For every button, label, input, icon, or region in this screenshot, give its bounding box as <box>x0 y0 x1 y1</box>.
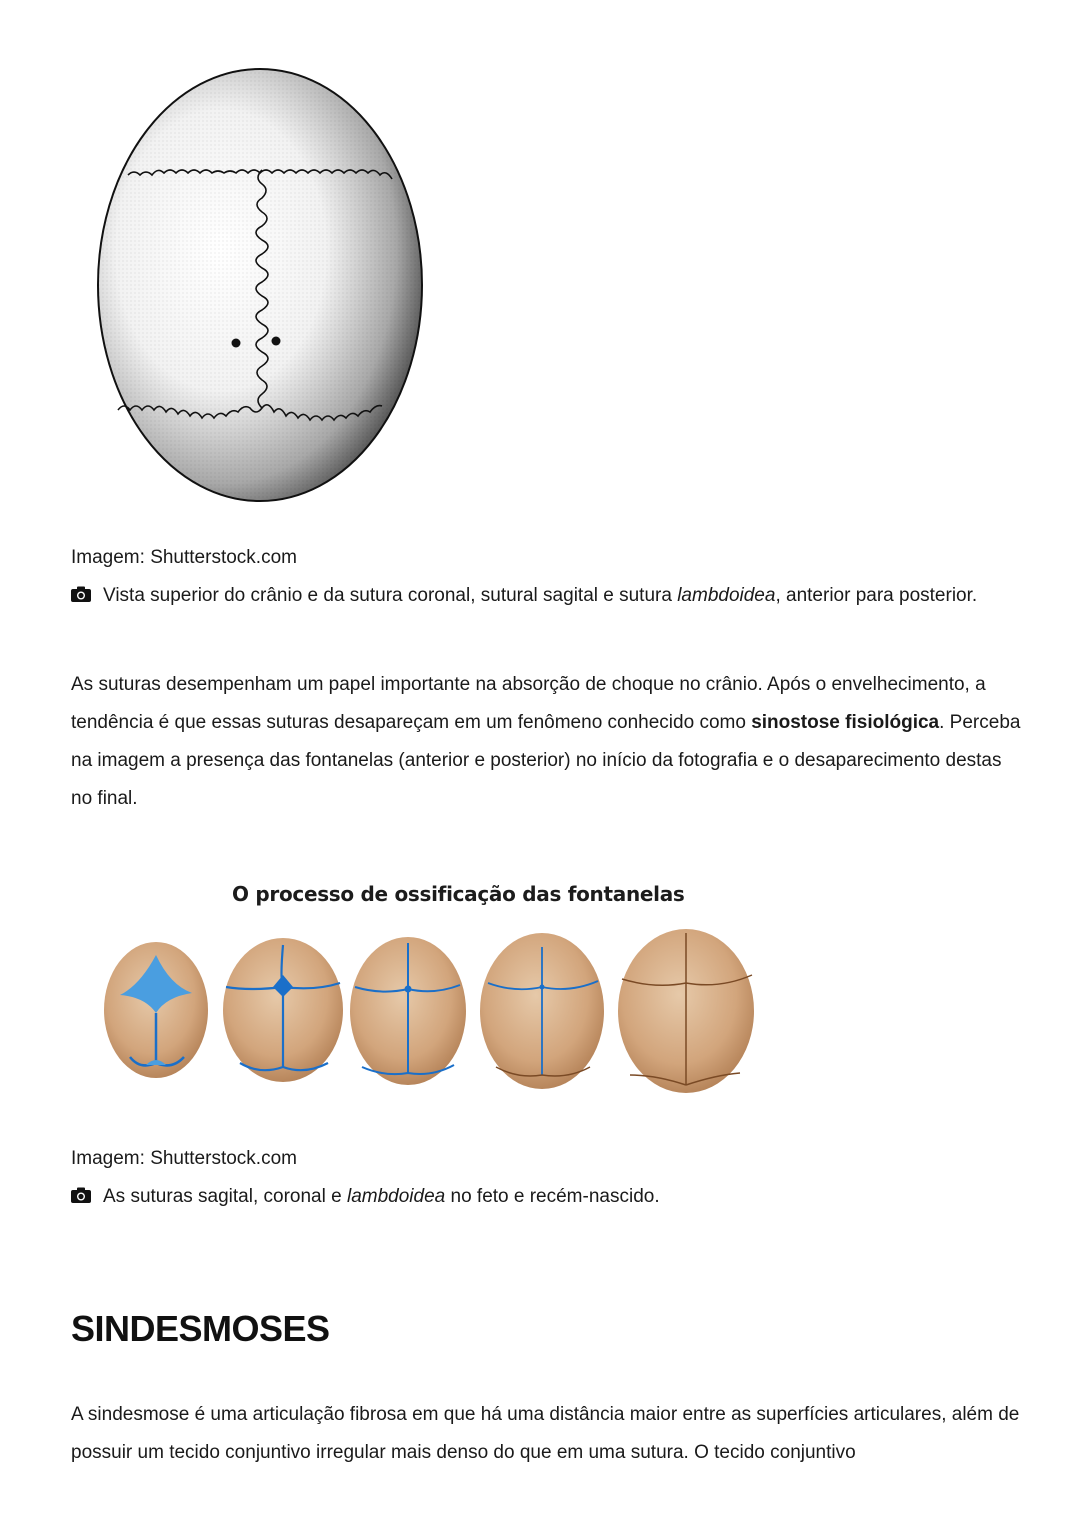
figure2-caption-text: As suturas sagital, coronal e <box>103 1186 347 1207</box>
camera-icon <box>71 586 91 602</box>
fontanelle-ossification-illustration <box>100 925 760 1100</box>
head-stage-5 <box>618 929 754 1093</box>
figure1-caption-text: Vista superior do crânio e da sutura coronal, sutural sagital e sutura <box>103 585 678 606</box>
head-stage-4 <box>480 933 604 1089</box>
section-heading: SINDESMOSES <box>71 1308 330 1349</box>
figure1-caption-italic: lambdoidea <box>677 585 776 606</box>
figure2-caption-block <box>71 1140 1021 1216</box>
figure1-caption <box>71 577 1021 615</box>
head-stage-1 <box>104 942 208 1078</box>
figure2-caption <box>71 1178 1021 1216</box>
figure1-credit: Imagem: Shutterstock.com <box>71 547 297 568</box>
skull-top-view-illustration <box>90 60 430 510</box>
section-paragraph: A sindesmose é uma articulação fibrosa em que há uma distância maior entre as superfícies articulares, além de possuir um tecido conjuntivo irregular mais denso do que em uma sutura. O tecido conjuntivo <box>71 1404 1020 1463</box>
camera-icon <box>71 1187 91 1203</box>
head-stage-2 <box>223 938 343 1082</box>
paragraph-text-end: . Perceba na imagem a presença das fontanelas (anterior e posterior) no início da fotografia e o desaparecimento destas no final. <box>71 712 1021 809</box>
paragraph-bold-term: sinostose fisiológica <box>751 712 940 733</box>
figure1-caption-end: , anterior para posterior. <box>775 585 978 606</box>
figure2-caption-italic: lambdoidea <box>346 1186 446 1207</box>
figure1-caption-block <box>71 539 1021 615</box>
figure2-title: O processo de ossificação das fontanelas <box>232 882 685 906</box>
head-stage-3 <box>350 937 466 1085</box>
paragraph-sutures <box>71 666 1021 818</box>
figure2-caption-end: no feto e recém-nascido. <box>445 1186 660 1207</box>
figure2-credit: Imagem: Shutterstock.com <box>71 1148 297 1169</box>
paragraph-text: As suturas desempenham um papel importante na absorção de choque no crânio. Após o envelhecimento, a tendência é que essas suturas desapareçam em um fenômeno conhecido como <box>71 674 986 733</box>
